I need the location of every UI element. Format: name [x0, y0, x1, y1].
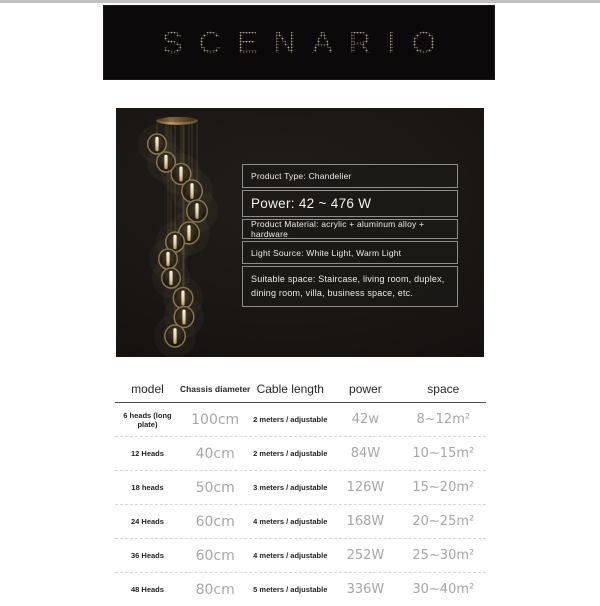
spec-suitable-space-label: Suitable space: Staircase, living room, duplex, dining room, villa, business space, etc. — [251, 273, 445, 298]
spec-power — [242, 190, 458, 217]
table-header-chassis: Chassis diameter — [179, 384, 251, 394]
table-header-space: space — [427, 382, 460, 396]
table-cell-model: 48 Heads — [130, 585, 164, 594]
spec-power-label: Power: 42 ~ 476 W — [251, 196, 372, 211]
table-cell-cable: 2 meters / adjustable — [253, 449, 328, 458]
spec-light-source — [242, 241, 458, 264]
table-cell-space: 20~25m² — [412, 514, 475, 529]
table-cell-space: 25~30m² — [412, 548, 475, 563]
table-cell-space: 10~15m² — [412, 446, 475, 461]
spec-light-source-label: Light Source: White Light, Warm Light — [251, 247, 402, 258]
table-cell-power: 42w — [351, 412, 379, 427]
table-cell-chassis: 50cm — [195, 479, 235, 496]
spec-product-type — [242, 164, 458, 188]
table-cell-power: 126W — [346, 480, 385, 495]
table-header-power: power — [349, 382, 382, 396]
table-header-cable: Cable length — [256, 382, 324, 396]
table-cell-model: 12 Heads — [130, 449, 164, 458]
spec-table — [115, 376, 486, 606]
table-row — [115, 437, 486, 471]
table-cell-power: 252W — [346, 548, 385, 563]
table-cell-chassis: 60cm — [195, 547, 235, 564]
table-cell-cable: 2 meters / adjustable — [253, 415, 328, 424]
table-row — [115, 471, 486, 505]
table-cell-space: 8~12m² — [416, 412, 471, 427]
table-cell-chassis: 100cm — [191, 411, 240, 428]
table-cell-power: 336W — [346, 582, 385, 597]
table-cell-cable: 4 meters / adjustable — [253, 551, 328, 560]
spec-material-label: Product Material: acrylic + aluminum alloy + hardware — [251, 219, 425, 239]
table-cell-cable: 3 meters / adjustable — [253, 483, 328, 492]
spec-suitable-space — [242, 266, 458, 307]
table-cell-space: 30~40m² — [412, 582, 475, 597]
table-row — [115, 539, 486, 573]
table-cell-space: 15~20m² — [412, 480, 475, 495]
scenario-banner — [103, 5, 495, 80]
table-cell-power: 168W — [346, 514, 385, 529]
product-photo — [116, 108, 484, 357]
table-cell-model: 18 heads — [131, 483, 164, 492]
table-cell-model: 6 heads (long plate) — [123, 410, 172, 429]
table-header-model: model — [131, 382, 164, 396]
table-cell-chassis: 40cm — [195, 445, 235, 462]
page-top-edge — [0, 0, 600, 3]
table-cell-model: 36 Heads — [130, 551, 164, 560]
table-row — [115, 573, 486, 606]
table-body — [115, 403, 486, 606]
table-cell-model: 24 Heads — [130, 517, 164, 526]
spec-panel — [242, 164, 458, 309]
table-cell-power: 84W — [350, 446, 381, 461]
spec-material — [242, 219, 458, 239]
banner-title: SCENARIO — [146, 25, 452, 61]
table-cell-chassis: 60cm — [195, 513, 235, 530]
spec-product-type-label: Product Type: Chandelier — [251, 171, 352, 181]
table-cell-cable: 4 meters / adjustable — [253, 517, 328, 526]
table-row — [115, 403, 486, 437]
table-header-row — [115, 376, 486, 403]
table-cell-cable: 5 meters / adjustable — [253, 585, 328, 594]
table-cell-chassis: 80cm — [195, 581, 235, 598]
table-row — [115, 505, 486, 539]
